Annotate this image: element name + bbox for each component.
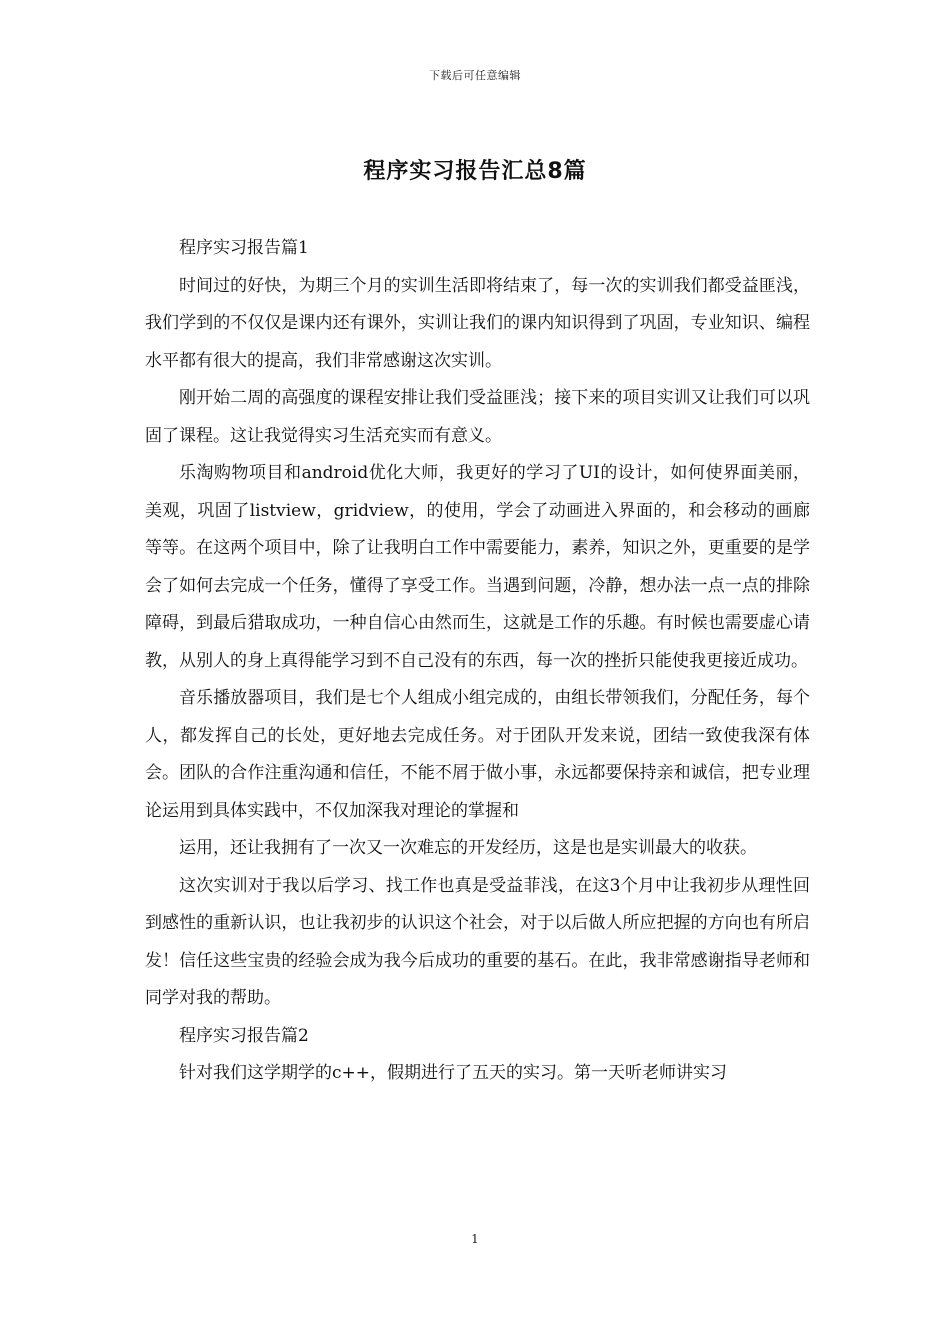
paragraph: 这次实训对于我以后学习、找工作也真是受益菲浅，在这3个月中让我初步从理性回到感性的重新认识，也让我初步的认识这个社会，对于以后做人所应把握的方向也有所启发！信任这些宝贵的经验会成为我今后成功的重要的基石。在此，我非常感谢指导老师和同学对我的帮助。 [145, 875, 810, 1008]
page-number: 1 [471, 1232, 479, 1246]
paragraph: 刚开始二周的高强度的课程安排让我们受益匪浅；接下来的项目实训又让我们可以巩固了课程。这让我觉得实习生活充实而有意义。 [145, 388, 810, 446]
paragraph: 运用，还让我拥有了一次又一次难忘的开发经历，这是也是实训最大的收获。 [179, 838, 757, 858]
paragraph: 音乐播放器项目，我们是七个人组成小组完成的，由组长带领我们，分配任务，每个人，都发挥自己的长处，更好地去完成任务。对于团队开发来说，团结一致使我深有体会。团队的合作注重沟通和信任，不能不屑于做小事，永远都要保持亲和诚信，把专业理论运用到具体实践中，不仅加深我对理论的掌握和 [145, 688, 810, 821]
paragraph: 乐淘购物项目和android优化大师，我更好的学习了UI的设计，如何使界面美丽，美观，巩固了listview，gridview，的使用，学会了动画进入界面的，和会移动的画廊等等。在这两个项目中，除了让我明白工作中需要能力，素养，知识之外，更重要的是学会了如何去完成一个任务，懂得了享受工作。当遇到问题，冷静，想办法一点一点的排除障碍，到最后猎取成功，一种自信心由然而生，这就是工作的乐趣。有时候也需要虚心请教，从别人的身上真得能学习到不自己没有的东西，每一次的挫折只能使我更接近成功。 [145, 463, 810, 671]
section-heading-1: 程序实习报告篇1 [179, 238, 309, 258]
document-body [145, 230, 810, 1093]
header-note: 下载后可任意编辑 [429, 69, 521, 82]
paragraph: 针对我们这学期学的c++，假期进行了五天的实习。第一天听老师讲实习 [179, 1063, 728, 1083]
paragraph: 时间过的好快，为期三个月的实训生活即将结束了，每一次的实训我们都受益匪浅，我们学到的不仅仅是课内还有课外，实训让我们的课内知识得到了巩固，专业知识、编程水平都有很大的提高，我们非常感谢这次实训。 [145, 275, 810, 371]
section-heading-2: 程序实习报告篇2 [179, 1025, 309, 1046]
page-title: 程序实习报告汇总8篇 [363, 159, 587, 184]
